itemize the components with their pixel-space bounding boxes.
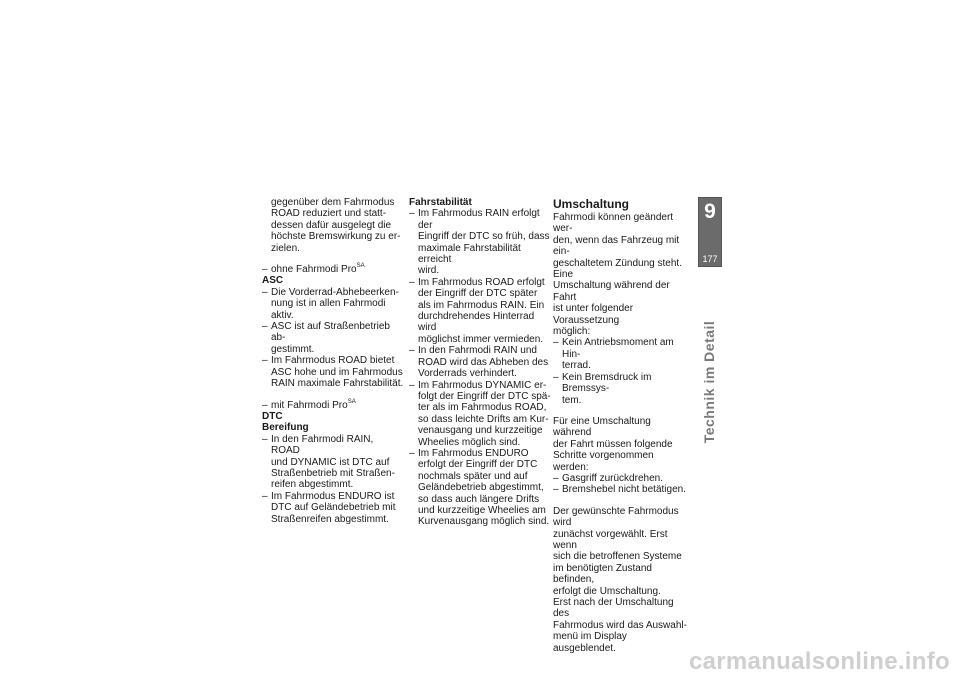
list-item: – Im Fahrmodus ROAD erfolgt der Eingriff der DTC später als im Fahrmodus RAIN. Ein durchdrehendes Hinterrad wird möglichst immer vermieden.: [409, 277, 551, 345]
intro-paragraph: Fahrmodi können geändert wer- den, wenn das Fahrzeug mit ein- geschaltetem Zündung steht. Eine Umschaltung während der Fahrt ist unter folgender Voraussetzung möglich:: [553, 212, 682, 338]
text-line: gegenüber dem Fahrmodus: [271, 197, 395, 208]
list-item: – In den Fahrmodi RAIN und ROAD wird das Abheben des Vorderrads verhindert.: [409, 345, 551, 379]
stability-heading: Fahrstabilität: [409, 197, 472, 208]
list-item: – ASC ist auf Straßenbetrieb ab- gestimmt.: [262, 321, 404, 355]
tires-heading: Bereifung: [262, 422, 309, 434]
chapter-number: 9: [704, 200, 716, 223]
list-item: – Im Fahrmodus ENDURO ist DTC auf Geländebetrieb mit Straßenreifen abgestimmt.: [262, 491, 404, 525]
column-2: [409, 197, 551, 528]
list-item: – Bremshebel nicht betätigen.: [553, 484, 691, 495]
riding-paragraph: Für eine Umschaltung während der Fahrt müssen folgende Schritte vorgenommen werden:: [553, 415, 673, 473]
list-item: – In den Fahrmodi RAIN, ROAD und DYNAMIC ist DTC auf Straßenbetrieb mit Straßen- reifen abgestimmt.: [262, 434, 404, 491]
text-line: höchste Bremswirkung zu er-: [271, 231, 401, 243]
text-line: dessen dafür ausgelegt die: [271, 219, 392, 231]
list-item: – Kein Bremsdruck im Bremssys- tem.: [553, 372, 691, 406]
continued-paragraph: [262, 197, 404, 254]
page-number: 177: [702, 254, 718, 264]
list-item: – Im Fahrmodus RAIN erfolgt der Eingriff der DTC so früh, dass maximale Fahrstabilität erreicht wird.: [409, 208, 551, 276]
section-heading: Umschaltung: [553, 197, 630, 211]
watermark: carmanualsonline.info: [688, 648, 950, 675]
condition-with-pro: – mit Fahrmodi Pro$^{SA}$: [262, 400, 404, 411]
column-3: [553, 197, 691, 654]
list-item: – Im Fahrmodus ENDURO erfolgt der Eingriff der DTC nochmals später und auf Geländebetrieb abgestimmt, so dass auch längere Drifts und kurzzeitige Wheelies am Kurvenausgang möglich sind.: [409, 448, 551, 528]
asc-heading: ASC: [262, 275, 284, 287]
condition-without-pro: – ohne Fahrmodi Pro$^{SA}$: [262, 264, 404, 275]
final-paragraph: Der gewünschte Fahrmodus wird zunächst vorgewählt. Erst wenn sich die betroffenen Systeme im benötigten Zustand befinden, erfolgt die Umschaltung. Erst nach der Umschaltung des Fahrmodus wird das Auswahl- menü im Display ausgeblendet.: [553, 505, 687, 654]
dtc-heading: DTC: [262, 410, 283, 422]
section-side-title: Technik im Detail: [701, 320, 717, 444]
list-item: – Im Fahrmodus ROAD bietet ASC hohe und im Fahrmodus RAIN maximale Fahrstabilität.: [262, 355, 404, 389]
list-item: – Die Vorderrad-Abhebeerken- nung ist in allen Fahrmodi aktiv.: [262, 287, 404, 321]
list-item: – Im Fahrmodus DYNAMIC er- folgt der Eingriff der DTC spä- ter als im Fahrmodus ROAD, so dass leichte Drifts am Kur- venausgang und kurzzeitige Wheelies möglich sind.: [409, 380, 551, 448]
text-line: zielen.: [271, 242, 300, 254]
column-1: [262, 197, 404, 525]
sa-marker: SA: [347, 398, 356, 405]
text-line: ROAD reduziert und statt-: [271, 208, 387, 220]
sa-marker: SA: [356, 263, 365, 270]
list-item: – Gasgriff zurückdrehen.: [553, 473, 691, 484]
list-item: – Kein Antriebsmoment am Hin- terrad.: [553, 337, 691, 371]
chapter-tab: [698, 197, 722, 267]
